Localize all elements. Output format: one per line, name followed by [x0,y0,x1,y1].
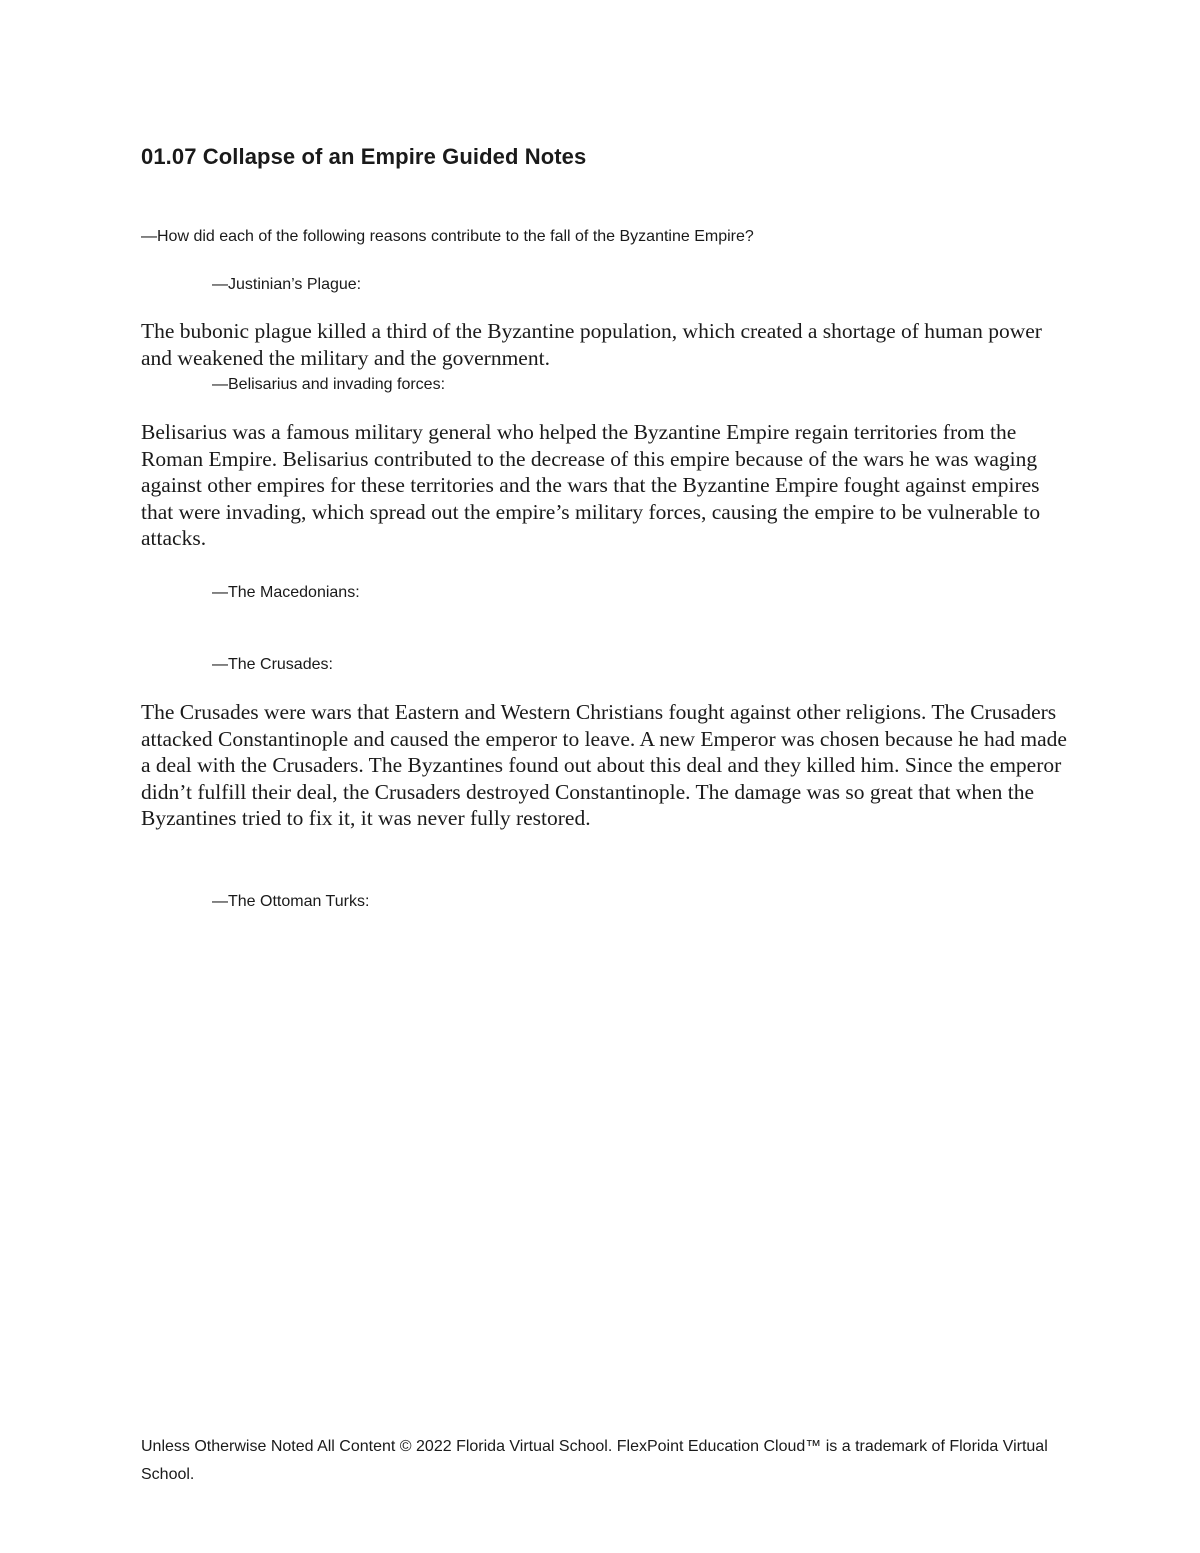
answer-belisarius: Belisarius was a famous military general who helped the Byzantine Empire regain territories from the Roman Empire. Belisarius contributed to the decrease of this empire because of the wars he was waging against other empires for these territories and the wars that the Byzantine Empire fought against empires that were invading, which spread out the empire’s military forces, causing the empire to be vulnerable to attacks. [141,420,1041,550]
main-question: —How did each of the following reasons contribute to the fall of the Byzantine Empire? [141,228,754,245]
answer-crusades: The Crusades were wars that Eastern and Western Christians fought against other religions. The Crusaders attacked Constantinople and caused the emperor to leave. A new Emperor was chosen because he had made a deal with the Crusaders. The Byzantines found out about this deal and they killed him. Since the emperor didn’t fulfill their deal, the Crusaders destroyed Constantinople. The damage was so great that when the Byzantines tried to fix it, it was never fully restored. [141,700,1067,830]
prompt-macedonians: —The Macedonians: [212,584,360,601]
prompt-justinians-plague: —Justinian’s Plague: [212,276,362,293]
prompt-belisarius: —Belisarius and invading forces: [212,376,446,393]
prompt-ottoman-turks: —The Ottoman Turks: [212,893,370,910]
copyright-footer: Unless Otherwise Noted All Content © 2022 Florida Virtual School. FlexPoint Education Cloud™ is a trademark of Florida Virtual School. [141,1438,1048,1483]
answer-justinians-plague: The bubonic plague killed a third of the Byzantine population, which created a shortage of human power and weakened the military and the government. [141,319,1042,370]
document-title: 01.07 Collapse of an Empire Guided Notes [141,144,587,169]
prompt-crusades: —The Crusades: [212,656,333,673]
